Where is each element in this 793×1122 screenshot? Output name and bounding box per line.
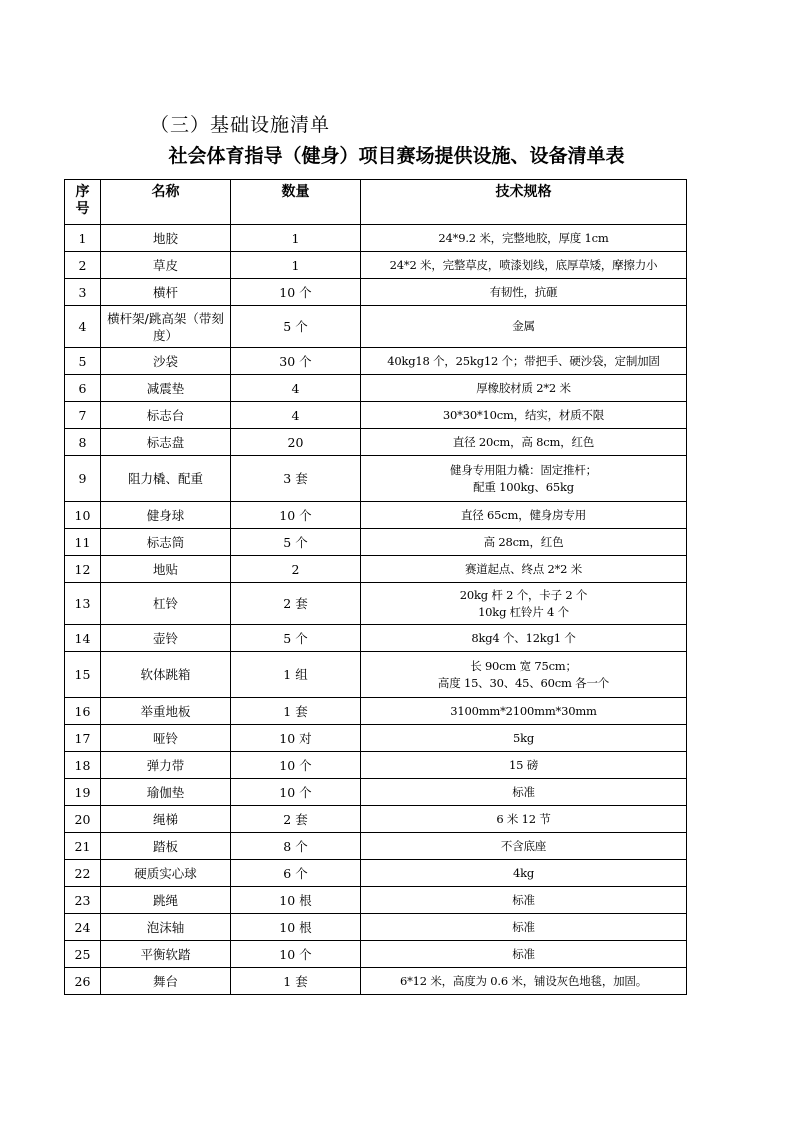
row-spec [361,860,687,887]
row-name: 平衡软踏 [101,941,231,968]
row-index: 8 [65,429,101,456]
table-row [65,279,687,306]
row-index: 14 [65,625,101,652]
row-spec [361,402,687,429]
section-title: （三）基础设施清单 [150,114,331,136]
spec-line: 8kg4 个、12kg1 个 [471,630,576,645]
row-index: 24 [65,914,101,941]
row-index: 6 [65,375,101,402]
spec-line: 标准 [512,946,535,961]
spec-line: 赛道起点、终点 2*2 米 [464,561,583,576]
row-index: 15 [65,652,101,698]
row-quantity: 5 个 [231,529,361,556]
table-row [65,752,687,779]
row-index: 7 [65,402,101,429]
row-name: 硬质实心球 [101,860,231,887]
row-index: 5 [65,348,101,375]
spec-line: 长 90cm 宽 75cm； [470,658,577,673]
row-name: 标志盘 [101,429,231,456]
row-spec [361,456,687,502]
spec-line: 6 米 12 节 [496,811,551,826]
spec-line: 5kg [512,730,535,745]
row-quantity: 1 套 [231,968,361,995]
spec-line: 直径 20cm，高 8cm，红色 [452,434,595,449]
header-index: 序 号 [65,180,101,225]
row-spec [361,348,687,375]
row-name: 哑铃 [101,725,231,752]
row-index: 13 [65,583,101,625]
row-quantity: 20 [231,429,361,456]
row-spec [361,652,687,698]
row-quantity: 5 个 [231,625,361,652]
row-quantity: 4 [231,375,361,402]
row-index: 9 [65,456,101,502]
spec-line: 4kg [512,865,535,880]
row-index: 16 [65,698,101,725]
row-index: 1 [65,225,101,252]
row-spec [361,833,687,860]
document-title: 社会体育指导（健身）项目赛场提供设施、设备清单表 [168,145,625,167]
row-name: 标志台 [101,402,231,429]
row-name: 沙袋 [101,348,231,375]
table-row [65,652,687,698]
row-quantity: 1 组 [231,652,361,698]
table-header-row [65,180,687,225]
spec-line: 配重 100kg、65kg [473,479,574,494]
row-spec [361,375,687,402]
table-row [65,833,687,860]
row-spec [361,225,687,252]
row-quantity: 10 个 [231,502,361,529]
spec-line: 6*12 米，高度为 0.6 米，铺设灰色地毯，加固。 [399,973,648,988]
table-row [65,375,687,402]
row-spec [361,698,687,725]
spec-line: 标准 [512,919,535,934]
table-row [65,779,687,806]
row-name: 软体跳箱 [101,652,231,698]
table-row [65,583,687,625]
row-spec [361,752,687,779]
row-name: 绳梯 [101,806,231,833]
row-quantity: 10 个 [231,779,361,806]
spec-line: 3100mm*2100mm*30mm [450,703,597,718]
row-index: 2 [65,252,101,279]
row-index: 17 [65,725,101,752]
table-row [65,698,687,725]
table-row [65,887,687,914]
row-quantity: 10 根 [231,887,361,914]
row-index: 21 [65,833,101,860]
row-spec [361,429,687,456]
row-quantity: 10 对 [231,725,361,752]
row-spec [361,502,687,529]
table-row [65,348,687,375]
row-name: 泡沫轴 [101,914,231,941]
row-index: 26 [65,968,101,995]
spec-line: 标准 [512,892,535,907]
row-spec [361,914,687,941]
spec-line: 不含底座 [500,838,547,853]
spec-line: 10kg 杠铃片 4 个 [478,604,569,619]
row-spec [361,625,687,652]
table-row [65,306,687,348]
table-row [65,625,687,652]
spec-line: 直径 65cm，健身房专用 [460,507,587,522]
spec-line: 标准 [512,784,535,799]
row-quantity: 10 个 [231,279,361,306]
row-quantity: 1 [231,252,361,279]
row-name: 地贴 [101,556,231,583]
row-quantity: 6 个 [231,860,361,887]
row-spec [361,806,687,833]
table-row [65,225,687,252]
row-index: 18 [65,752,101,779]
row-spec [361,252,687,279]
table-row [65,806,687,833]
row-index: 20 [65,806,101,833]
row-name: 跳绳 [101,887,231,914]
spec-line: 24*2 米，完整草皮，喷漆划线，底厚草矮，摩擦力小 [389,257,658,272]
row-name: 健身球 [101,502,231,529]
row-quantity: 2 套 [231,806,361,833]
row-quantity: 10 个 [231,752,361,779]
spec-line: 20kg 杆 2 个，卡子 2 个 [459,587,588,602]
row-quantity: 10 个 [231,941,361,968]
row-index: 3 [65,279,101,306]
spec-line: 健身专用阻力橇：固定推杆； [450,462,597,477]
table-row [65,429,687,456]
row-index: 4 [65,306,101,348]
row-name: 瑜伽垫 [101,779,231,806]
row-spec [361,779,687,806]
row-index: 22 [65,860,101,887]
row-index: 23 [65,887,101,914]
row-spec [361,583,687,625]
table-row [65,914,687,941]
equipment-table [64,179,687,995]
header-spec: 技术规格 [361,180,687,225]
row-quantity: 1 [231,225,361,252]
spec-line: 24*9.2 米，完整地胶，厚度 1cm [438,230,609,245]
row-quantity: 30 个 [231,348,361,375]
row-quantity: 10 根 [231,914,361,941]
spec-line: 40kg18 个，25kg12 个；带把手、硬沙袋，定制加固 [387,353,660,368]
row-spec [361,556,687,583]
row-name: 草皮 [101,252,231,279]
row-spec [361,306,687,348]
row-spec [361,887,687,914]
row-spec [361,725,687,752]
row-index: 19 [65,779,101,806]
spec-line: 15 磅 [509,757,538,772]
table-row [65,725,687,752]
row-name: 舞台 [101,968,231,995]
table-row [65,402,687,429]
header-name: 名称 [101,180,231,225]
row-quantity: 3 套 [231,456,361,502]
row-quantity: 1 套 [231,698,361,725]
table-body [65,225,687,995]
row-spec [361,968,687,995]
row-quantity: 8 个 [231,833,361,860]
spec-line: 高度 15、30、45、60cm 各一个 [437,675,610,690]
spec-line: 30*30*10cm，结实，材质不限 [442,407,605,422]
row-name: 标志筒 [101,529,231,556]
row-spec [361,279,687,306]
spec-line: 高 28cm，红色 [483,534,564,549]
spec-line: 金属 [512,319,535,333]
row-spec [361,529,687,556]
row-name: 弹力带 [101,752,231,779]
row-index: 10 [65,502,101,529]
row-name: 踏板 [101,833,231,860]
header-quantity: 数量 [231,180,361,225]
row-name: 地胶 [101,225,231,252]
row-quantity: 2 [231,556,361,583]
table-row [65,860,687,887]
spec-line: 有韧性，抗砸 [489,284,558,299]
table-row [65,941,687,968]
table-row [65,556,687,583]
row-quantity: 4 [231,402,361,429]
table-row [65,968,687,995]
row-quantity: 5 个 [231,306,361,348]
row-name: 减震垫 [101,375,231,402]
row-index: 25 [65,941,101,968]
row-spec [361,941,687,968]
table-row [65,502,687,529]
row-name: 举重地板 [101,698,231,725]
row-quantity: 2 套 [231,583,361,625]
row-index: 11 [65,529,101,556]
table-row [65,529,687,556]
row-name: 阻力橇、配重 [101,456,231,502]
spec-line: 厚橡胶材质 2*2 米 [476,380,571,395]
row-name: 横杆架/跳高架（带刻度） [101,306,231,348]
table-row [65,456,687,502]
row-name: 杠铃 [101,583,231,625]
row-name: 横杆 [101,279,231,306]
table-row [65,252,687,279]
row-index: 12 [65,556,101,583]
row-name: 壶铃 [101,625,231,652]
